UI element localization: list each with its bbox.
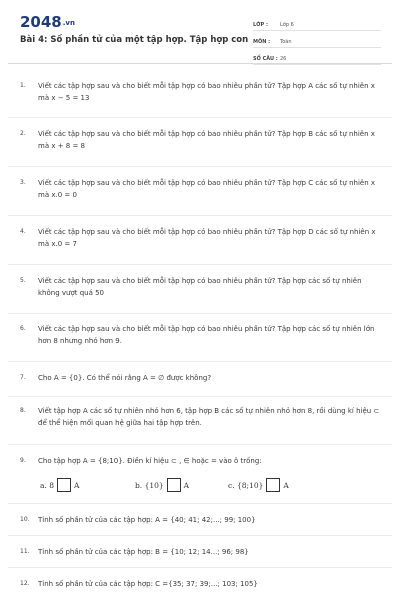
question-item — [20, 80, 382, 104]
question-item — [20, 226, 382, 250]
divider — [8, 361, 392, 362]
question-number: 11. — [20, 548, 30, 555]
question-item — [20, 455, 382, 467]
meta-box — [253, 17, 381, 68]
choice-left: 8 — [49, 480, 55, 490]
question-text: Cho tập hợp A = {8;10}. Điền kí hiệu ⊂ , ∈ hoặc = vào ô trống: — [38, 457, 262, 465]
question-item — [20, 546, 382, 558]
question-text: Viết các tập hợp sau và cho biết mỗi tập hợp có bao nhiêu phần tử? Tập hợp B các số tự nhiên x mà x + 8 = 8 — [38, 130, 375, 150]
meta-row-subject — [253, 34, 381, 48]
meta-label: MÔN : — [253, 39, 271, 45]
question-text: Tính số phần tử của các tập hợp: C ={35; 37; 39;...; 103; 105} — [38, 580, 258, 588]
question-item — [20, 128, 382, 152]
divider — [8, 535, 392, 536]
logo-suffix: .vn — [62, 18, 75, 27]
question-text: Viết các tập hợp sau và cho biết mỗi tập hợp có bao nhiêu phần tử? Tập hợp A các số tự nhiên x mà x − 5 = 13 — [38, 82, 375, 102]
choice-a — [40, 476, 79, 494]
meta-row-class — [253, 17, 381, 31]
question-text: Viết các tập hợp sau và cho biết mỗi tập hợp có bao nhiêu phần tử? Tập hợp C các số tự nhiên x mà x.0 = 0 — [38, 179, 376, 199]
question-item — [20, 405, 382, 429]
answer-box[interactable] — [266, 478, 280, 492]
question-text: Viết các tập hợp sau và cho biết mỗi tập hợp có bao nhiêu phần tử? Tập hợp các số tự nhiên lớn hơn 8 nhưng nhỏ hơn 9. — [38, 325, 375, 345]
divider — [8, 117, 392, 118]
question-number: 2. — [20, 130, 26, 137]
question-text: Tính số phần tử của các tập hợp: B = {10; 12; 14...; 96; 98} — [38, 548, 249, 556]
question-number: 5. — [20, 277, 26, 284]
header-divider — [8, 63, 392, 64]
question-number: 4. — [20, 228, 26, 235]
question-text: Viết các tập hợp sau và cho biết mỗi tập hợp có bao nhiêu phần tử? Tập hợp các số tự nhiên không vượt quá 50 — [38, 277, 362, 297]
choice-right: A — [74, 480, 80, 490]
divider — [8, 215, 392, 216]
choice-b — [135, 476, 189, 494]
answer-box[interactable] — [57, 478, 71, 492]
choice-c — [228, 476, 289, 494]
question-item — [20, 372, 382, 384]
question-number: 1. — [20, 82, 26, 89]
question-text: Viết các tập hợp sau và cho biết mỗi tập hợp có bao nhiêu phần tử? Tập hợp D các số tự nhiên x mà x.0 = 7 — [38, 228, 376, 248]
answer-box[interactable] — [167, 478, 181, 492]
choice-right: A — [283, 480, 289, 490]
meta-label: SỐ CÂU : — [253, 56, 278, 62]
meta-label: LỚP : — [253, 22, 268, 28]
question-item — [20, 275, 382, 299]
question-text: Tính số phần tử của các tập hợp: A = {40; 41; 42;...; 99; 100} — [38, 516, 256, 524]
question-item — [20, 177, 382, 201]
choice-label: a. — [40, 480, 47, 490]
question-number: 7. — [20, 374, 26, 381]
choice-right: A — [183, 480, 190, 490]
choice-label: b. — [135, 480, 143, 490]
lesson-title: Bài 4: Số phần tử của một tập hợp. Tập hợp con — [20, 35, 249, 45]
question-text: Cho A = {0}. Có thể nói rằng A = ∅ được không? — [38, 374, 212, 382]
choice-left: {8;10} — [236, 480, 264, 490]
divider — [8, 503, 392, 504]
question-number: 8. — [20, 407, 26, 414]
divider — [8, 313, 392, 314]
meta-value: Lớp 6 — [280, 22, 294, 28]
question-number: 12. — [20, 580, 30, 587]
question-item — [20, 323, 382, 347]
choice-label: c. — [228, 480, 235, 490]
site-logo[interactable]: 2048.vn — [20, 13, 75, 31]
question-number: 10. — [20, 516, 30, 523]
fill-in-choices — [40, 476, 380, 494]
divider — [8, 567, 392, 568]
question-number: 9. — [20, 457, 26, 464]
meta-value: Toán — [280, 39, 292, 45]
divider — [8, 444, 392, 445]
question-number: 3. — [20, 179, 26, 186]
header — [0, 0, 400, 62]
meta-value: 26 — [280, 56, 287, 62]
question-number: 6. — [20, 325, 26, 332]
choice-left: {10} — [144, 480, 164, 490]
divider — [8, 166, 392, 167]
divider — [8, 396, 392, 397]
divider — [8, 264, 392, 265]
question-text: Viết tập hợp A các số tự nhiên nhỏ hơn 6, tập hợp B các số tự nhiên nhỏ hơn 8, rồi dùng kí hiệu ⊂ để thể hiện mối quan hệ giữa hai tập hợp trên. — [38, 407, 380, 427]
question-item — [20, 578, 382, 590]
question-item — [20, 514, 382, 526]
